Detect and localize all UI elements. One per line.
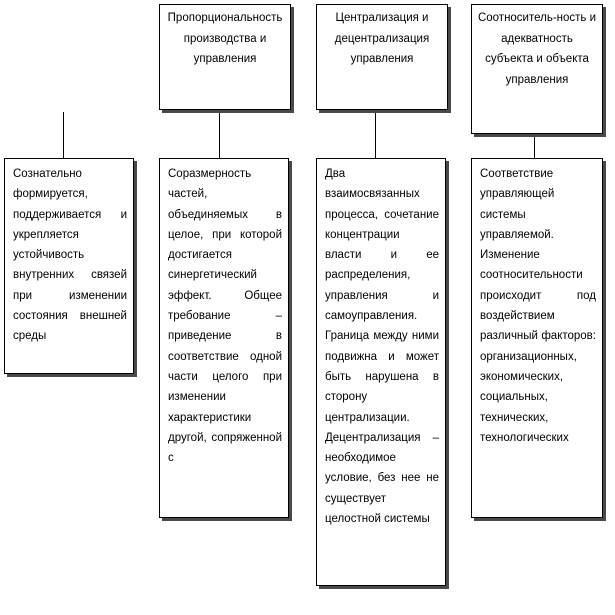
- header-box-correlation: [471, 4, 603, 134]
- connector-line-4: [534, 134, 535, 158]
- header-text-proportionality: Пропорциональность производства и управления: [167, 12, 283, 65]
- content-box-2: [159, 158, 289, 518]
- content-text-3: Два взаимосвязанных процесса, сочетание концентрации власти и ее распределения, управления и самоуправления. Граница между ними подвижна и может быть нарушена в сторону централизации. Децентрализация – необходимое условие, без нее не существует целостной системы: [325, 168, 439, 526]
- connector-line-1: [63, 112, 64, 158]
- content-box-4: [471, 158, 603, 518]
- content-text-4: Соответствие управляющей системы управляемой. Изменение соотносительности происходит под воздействием различный факторов: организационных, экономических, социальных, технических, технологических: [480, 168, 596, 444]
- header-box-centralization: [316, 4, 448, 110]
- content-text-2: Соразмерность частей, объединяемых в целое, при которой достигается синергетический эффект. Общее требование – приведение в соответствие одной части целого при изменении характеристики другой, сопряженной с: [168, 168, 282, 465]
- connector-line-2: [219, 110, 220, 158]
- content-box-3: [316, 158, 446, 586]
- connector-line-3: [375, 110, 376, 158]
- header-text-correlation: Соотноситель-ность и адекватность субъекта и объекта управления: [477, 12, 597, 86]
- content-box-1: [4, 158, 134, 374]
- content-text-1: Сознательно формируется, поддерживается и укрепляется устойчивость внутренних связей при изменении состояния внешней среды: [13, 168, 127, 343]
- header-text-centralization: Централизация и децентрализация управления: [334, 12, 430, 65]
- header-box-proportionality: [159, 4, 291, 110]
